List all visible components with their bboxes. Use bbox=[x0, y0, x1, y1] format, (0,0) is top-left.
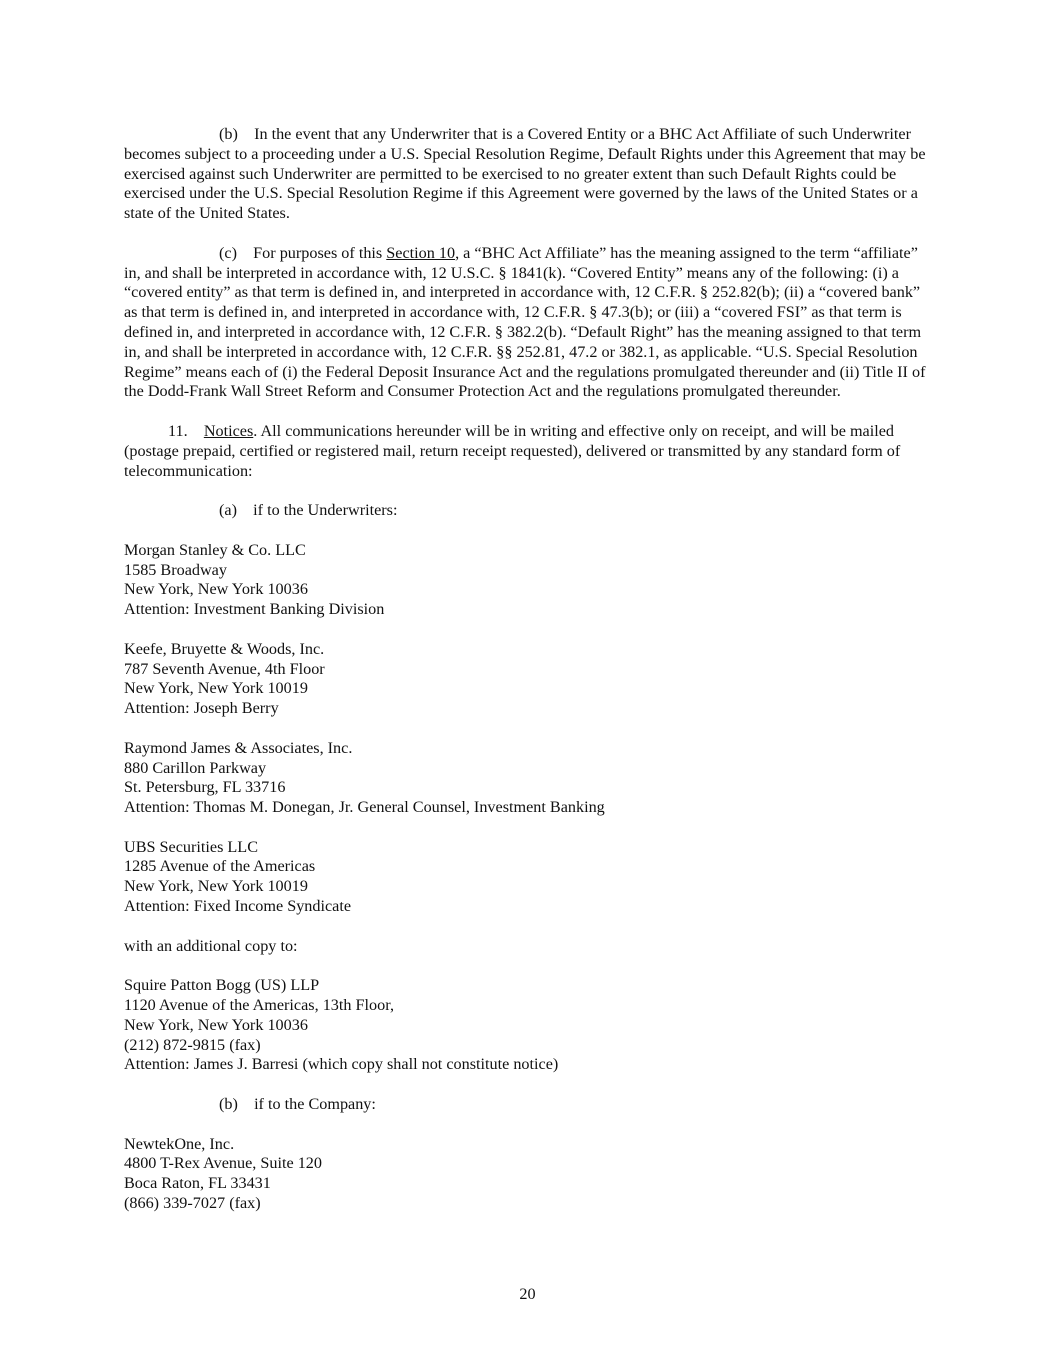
address-line: Morgan Stanley & Co. LLC bbox=[124, 540, 306, 559]
address-line: 1285 Avenue of the Americas bbox=[124, 857, 316, 876]
page-number: 20 bbox=[519, 1285, 536, 1303]
subsection-a-label: (a) bbox=[219, 501, 237, 520]
address-line: Raymond James & Associates, Inc. bbox=[124, 738, 353, 757]
subsection-b-label: (b) bbox=[219, 1095, 238, 1114]
address-line: Attention: Investment Banking Division bbox=[124, 600, 385, 619]
address-block-ubs bbox=[124, 838, 930, 917]
address-line: UBS Securities LLC bbox=[124, 837, 258, 856]
paragraph-c bbox=[124, 244, 930, 402]
address-line: St. Petersburg, FL 33716 bbox=[124, 778, 286, 797]
address-line: (866) 339-7027 (fax) bbox=[124, 1194, 261, 1213]
address-line: New York, New York 10036 bbox=[124, 1015, 308, 1034]
address-block-morgan-stanley bbox=[124, 541, 930, 620]
address-block-raymond-james bbox=[124, 739, 930, 818]
address-line: Attention: Fixed Income Syndicate bbox=[124, 897, 352, 916]
section-10-reference: Section 10 bbox=[386, 243, 456, 262]
copy-intro: with an additional copy to: bbox=[124, 936, 298, 955]
subsection-a-text: if to the Underwriters: bbox=[253, 501, 398, 520]
subsection-b bbox=[219, 1095, 930, 1115]
section-11-notices bbox=[124, 422, 930, 481]
paragraph-b-label: (b) bbox=[219, 125, 238, 143]
address-line: New York, New York 10019 bbox=[124, 877, 308, 896]
address-line: 1120 Avenue of the Americas, 13th Floor, bbox=[124, 996, 394, 1015]
address-line: New York, New York 10019 bbox=[124, 679, 308, 698]
section-11-text: . All communications hereunder will be in writing and effective only on receipt, and will be mailed (postage prepaid, certified or registered mail, return receipt requested), delivered or transmitted by any standard form of telecommunication: bbox=[124, 421, 901, 480]
address-line: NewtekOne, Inc. bbox=[124, 1134, 235, 1153]
address-line: Squire Patton Bogg (US) LLP bbox=[124, 976, 320, 995]
address-line: Attention: Thomas M. Donegan, Jr. General Counsel, Investment Banking bbox=[124, 798, 605, 817]
subsection-b-text: if to the Company: bbox=[254, 1095, 376, 1114]
paragraph-c-text: , a “BHC Act Affiliate” has the meaning assigned to the term “affiliate” in, and shall be interpreted in accordance with, 12 U.S.C. § 1841(k). “Covered Entity” means any of the following: (i) a “covered entity” as that term is defined in, and interpreted in accordance with, 12 C.F.R. § 252.82(b); (ii) a “covered bank” as that term is defined in, and interpreted in accordance with, 12 C.F.R. § 47.3(b); or (iii) a “covered FSI” as that term is defined in, and interpreted in accordance with, 12 C.F.R. § 382.2(b). “Default Right” has the meaning assigned to that term in, and shall be interpreted in accordance with, 12 C.F.R. §§ 252.81, 47.2 or 382.1, as applicable. “U.S. Special Resolution Regime” means each of (i) the Federal Deposit Insurance Act and the regulations promulgated thereunder and (ii) Title II of the Dodd-Frank Wall Street Reform and Consumer Protection Act and the regulations promulgated thereunder. bbox=[124, 243, 926, 401]
address-line: 4800 T-Rex Avenue, Suite 120 bbox=[124, 1154, 322, 1173]
address-line: 1585 Broadway bbox=[124, 560, 227, 579]
address-block-keefe-bruyette bbox=[124, 640, 930, 719]
address-line: 880 Carillon Parkway bbox=[124, 758, 267, 777]
paragraph-b bbox=[124, 125, 930, 224]
section-11-heading: Notices bbox=[203, 421, 254, 440]
address-line: Keefe, Bruyette & Woods, Inc. bbox=[124, 639, 325, 658]
paragraph-b-text: In the event that any Underwriter that is a Covered Entity or a BHC Act Affiliate of such Underwriter becomes subject to a proceeding under a U.S. Special Resolution Regime, Default Rights under this Agreement that may be exercised against such Underwriter are permitted to be exercised to no greater extent than such Default Rights could be exercised under the U.S. Special Resolution Regime if this Agreement were governed by the laws of the United States or a state of the United States. bbox=[124, 125, 926, 223]
address-line: New York, New York 10036 bbox=[124, 580, 308, 599]
document-page bbox=[124, 125, 930, 1234]
address-line: 787 Seventh Avenue, 4th Floor bbox=[124, 659, 325, 678]
subsection-a bbox=[219, 501, 930, 521]
address-line: Boca Raton, FL 33431 bbox=[124, 1174, 271, 1193]
address-block-company bbox=[124, 1135, 930, 1214]
address-line: Attention: James J. Barresi (which copy shall not constitute notice) bbox=[124, 1055, 559, 1074]
address-block-counsel bbox=[124, 976, 930, 1075]
address-line: (212) 872-9815 (fax) bbox=[124, 1035, 261, 1054]
section-11-number: 11. bbox=[168, 421, 188, 440]
address-line: Attention: Joseph Berry bbox=[124, 699, 279, 718]
paragraph-c-label: (c) bbox=[219, 243, 237, 262]
paragraph-c-prefix: For purposes of this bbox=[253, 243, 387, 262]
